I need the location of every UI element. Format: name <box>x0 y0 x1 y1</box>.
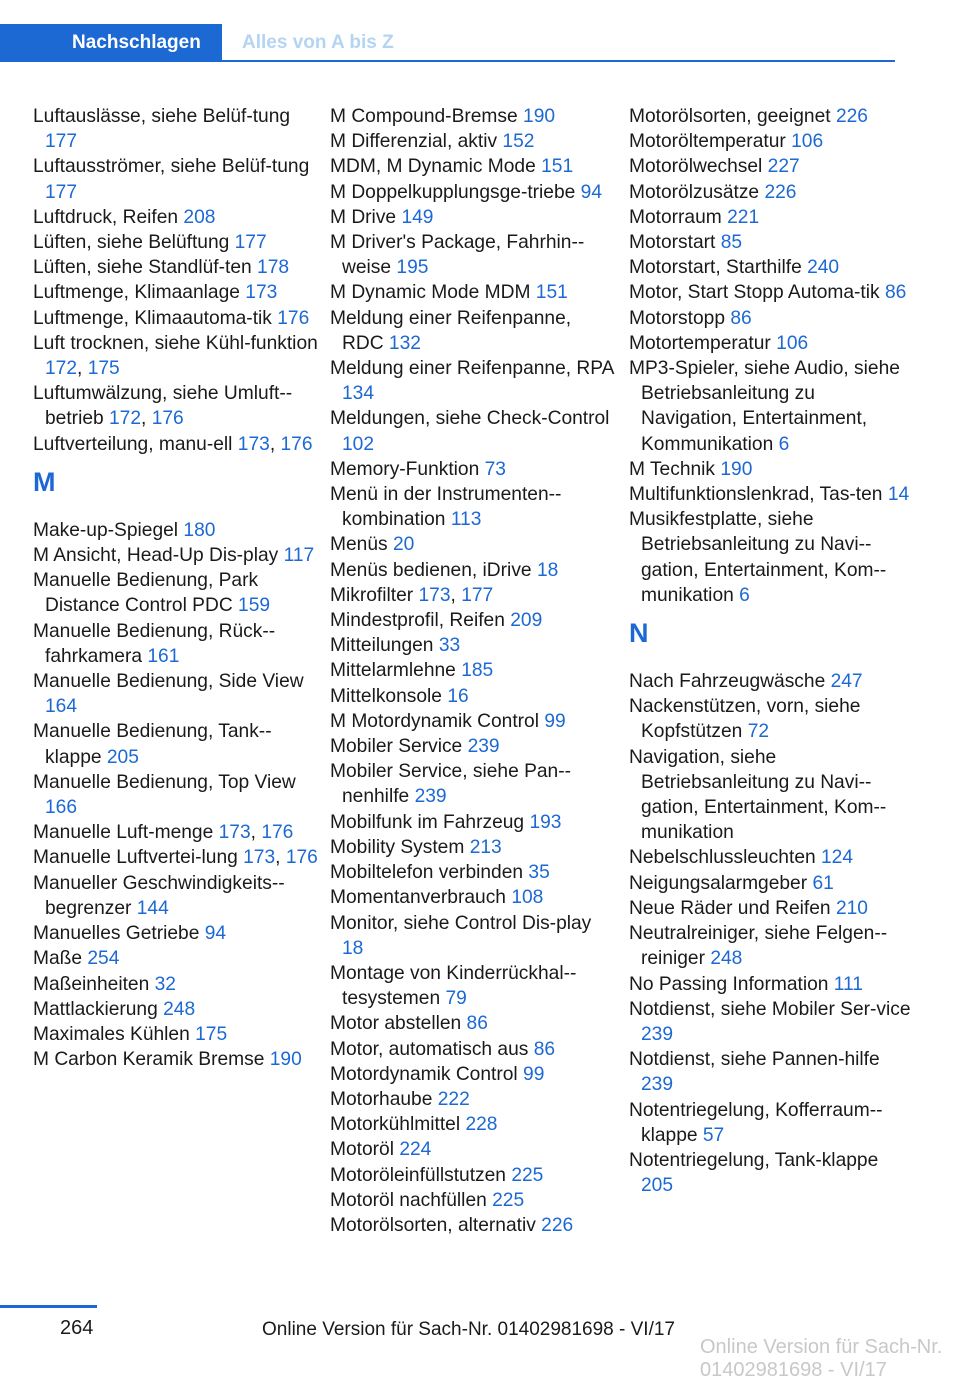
index-term: Manuelle Luftvertei-lung <box>33 847 238 869</box>
index-entry <box>330 104 615 129</box>
page-reference-link[interactable]: 226 <box>764 181 797 203</box>
index-entry <box>330 759 615 809</box>
index-term: Montage von Kinderrückhal-tesystemen <box>330 962 577 1010</box>
index-term: Meldung einer Reifenpanne, RDC <box>330 307 572 354</box>
page-reference-link[interactable]: 86 <box>533 1038 556 1060</box>
index-term: Motoröltemperatur <box>629 131 786 153</box>
index-term: Menü in der Instrumenten-kombination <box>330 484 562 531</box>
index-entry <box>33 230 318 255</box>
index-entry <box>330 129 615 154</box>
index-entry <box>330 835 615 860</box>
index-term: Motordynamik Control <box>330 1063 518 1085</box>
index-entry <box>629 1148 914 1198</box>
index-entry <box>330 684 615 709</box>
index-entry <box>33 543 318 568</box>
page-reference-link[interactable]: 176 <box>261 822 294 844</box>
index-term: Luft trocknen, siehe Kühl-funktion <box>33 332 318 354</box>
index-term: Motor, Start Stopp Automa-tik <box>629 282 880 304</box>
index-entry: Manuelle Luftvertei-lung 173, 176 <box>33 847 318 869</box>
index-entry <box>330 457 615 482</box>
page-reference-link[interactable]: 225 <box>492 1189 525 1211</box>
page-reference-link[interactable]: 144 <box>136 897 169 919</box>
page-reference-link[interactable]: 102 <box>342 433 375 455</box>
index-entry: Luftumwälzung, siehe Umluft-betrieb 172, 176 <box>33 383 293 430</box>
page-reference-link[interactable]: 175 <box>87 358 120 380</box>
page-reference-link[interactable]: 226 <box>541 1214 574 1236</box>
index-entry <box>330 1188 615 1213</box>
index-term: M Differenzial, aktiv <box>330 131 498 153</box>
page-reference-link[interactable]: 79 <box>445 988 467 1010</box>
index-term: Meldungen, siehe Check-Control <box>330 408 610 430</box>
page-reference-link[interactable]: 178 <box>257 257 290 279</box>
index-term: Motor abstellen <box>330 1013 462 1035</box>
index-term: Mattlackierung <box>33 998 158 1020</box>
index-term: Motorölzusätze <box>629 181 760 203</box>
page-reference-link[interactable]: 177 <box>45 181 78 203</box>
index-term: M Ansicht, Head-Up Dis-play <box>33 545 279 567</box>
index-term: Motorstart, Starthilfe <box>629 257 802 279</box>
index-entry <box>330 734 615 759</box>
index-entry <box>629 129 914 154</box>
index-term: Memory-Funktion <box>330 458 480 480</box>
index-term: Nackenstützen, vorn, siehe Kopfstützen <box>629 696 861 743</box>
page-reference-link[interactable]: 149 <box>401 206 434 228</box>
index-entry <box>330 482 615 532</box>
page-reference-link[interactable]: 106 <box>776 332 809 354</box>
page-reference-link[interactable]: 248 <box>163 998 196 1020</box>
index-term: Mitteilungen <box>330 635 434 657</box>
header-bar <box>0 24 895 62</box>
index-entry <box>33 568 318 618</box>
index-term: Mittelkonsole <box>330 685 442 707</box>
page-reference-link[interactable]: 86 <box>730 307 752 329</box>
index-term: Luftmenge, Klimaanlage <box>33 282 240 304</box>
index-entry: Luft trocknen, siehe Kühl-funktion 172, 175 <box>33 332 318 380</box>
section-letter: N <box>629 618 649 649</box>
index-entry <box>330 633 615 658</box>
index-term: Luftverteilung, manu-ell <box>33 433 233 455</box>
index-entry <box>629 1047 914 1097</box>
index-term: Navigation, siehe Betriebsanleitung zu Navi-gation, Entertainment, Kom-munikation <box>629 746 887 844</box>
index-term: Motoröl <box>330 1139 394 1161</box>
index-term: Notdienst, siehe Pannen-hilfe <box>629 1049 880 1071</box>
index-entry <box>629 997 914 1047</box>
index-term: MP3-Spieler, siehe Audio, siehe Betriebsanleitung zu Navigation, Entertainment, Kommunikation <box>629 358 900 455</box>
index-entry <box>629 896 914 921</box>
index-entry <box>330 608 615 633</box>
index-entry <box>629 154 914 179</box>
page-reference-link[interactable]: 20 <box>392 534 415 556</box>
index-entry <box>33 154 318 204</box>
index-entry <box>629 180 914 205</box>
index-entry <box>330 1062 615 1087</box>
index-term: Neigungsalarmgeber <box>629 872 808 894</box>
page-reference-link[interactable]: 240 <box>807 257 840 279</box>
index-term: Neue Räder und Reifen <box>629 897 831 919</box>
page-reference-link[interactable]: 172 <box>109 408 142 430</box>
index-entry <box>629 331 914 356</box>
index-term: Notentriegelung, Tank-klappe <box>629 1149 879 1171</box>
page-reference-link[interactable]: 85 <box>720 232 743 254</box>
page-reference-link[interactable]: 113 <box>450 509 482 531</box>
index-term: Menüs bedienen, iDrive <box>330 559 532 581</box>
page-reference-link[interactable]: 86 <box>884 282 907 304</box>
page-reference-link[interactable]: 175 <box>195 1023 228 1045</box>
page-reference-link[interactable]: 57 <box>702 1124 725 1146</box>
index-term: Mobiler Service <box>330 736 463 758</box>
index-term: Motorölwechsel <box>629 156 763 178</box>
page-reference-link[interactable]: 248 <box>710 948 743 970</box>
index-term: M Drive <box>330 206 397 228</box>
index-term: Motorhaube <box>330 1088 433 1110</box>
index-term: Motorstopp <box>629 307 725 329</box>
page-reference-link[interactable]: 176 <box>151 408 184 430</box>
page-reference-link[interactable]: 226 <box>835 106 868 127</box>
index-entry <box>629 205 914 230</box>
index-entry <box>330 1087 615 1112</box>
index-entry <box>330 154 615 179</box>
index-term: Manueller Geschwindigkeits-begrenzer <box>33 872 285 919</box>
index-entry <box>33 946 318 971</box>
page-reference-link[interactable]: 227 <box>767 156 800 178</box>
page-reference-link[interactable]: 205 <box>641 1175 674 1197</box>
index-term: Maßeinheiten <box>33 973 150 995</box>
page-reference-link[interactable]: 239 <box>641 1023 674 1045</box>
index-term: Manuelle Bedienung, Side View <box>33 671 304 693</box>
page-reference-link[interactable]: 73 <box>484 458 506 480</box>
page-reference-link[interactable]: 6 <box>739 584 750 606</box>
page-reference-link[interactable]: 117 <box>283 545 315 567</box>
index-entry <box>629 921 914 971</box>
index-entry <box>629 507 914 608</box>
page-reference-link[interactable]: 173 <box>237 433 270 455</box>
index-entry <box>33 280 318 305</box>
page-reference-link[interactable]: 151 <box>541 156 574 178</box>
index-term: Menüs <box>330 534 388 556</box>
index-column-1 <box>33 104 318 1072</box>
index-term: Multifunktionslenkrad, Tas-ten <box>629 484 883 506</box>
page-reference-link[interactable]: 190 <box>720 458 753 480</box>
index-entry <box>330 532 615 557</box>
page-reference-link[interactable]: 124 <box>821 847 854 869</box>
page-reference-link[interactable]: 173 <box>245 282 278 304</box>
page-reference-link[interactable]: 111 <box>833 973 863 995</box>
index-entry <box>330 356 615 406</box>
index-term: Manuelles Getriebe <box>33 923 200 945</box>
index-term: Musikfestplatte, siehe Betriebsanleitung zu Navi-gation, Entertainment, Kom-munikation <box>629 509 887 606</box>
page-reference-link[interactable]: 221 <box>727 206 760 228</box>
index-term: Maße <box>33 948 83 970</box>
page-reference-link[interactable]: 239 <box>414 786 447 808</box>
index-entry <box>629 104 914 129</box>
index-entry <box>33 1022 318 1047</box>
index-term: M Carbon Keramik Bremse <box>33 1049 265 1071</box>
index-entry <box>629 457 914 482</box>
index-entry <box>629 482 914 507</box>
index-term: Motorkühlmittel <box>330 1114 461 1136</box>
watermark: Online Version für Sach-Nr. 01402981698 - VI/17 <box>700 1336 943 1381</box>
tab-nachschlagen-label: Nachschlagen <box>72 32 201 53</box>
index-entry <box>330 961 615 1011</box>
page-reference-link[interactable]: 213 <box>469 836 502 858</box>
footer-divider <box>0 1305 97 1308</box>
index-entry: Mikrofilter 173, 177 <box>330 584 494 606</box>
index-entry <box>330 1037 615 1062</box>
index-term: Mobilfunk im Fahrzeug <box>330 811 525 833</box>
page-reference-link[interactable]: 134 <box>342 383 375 405</box>
tab-alles-label: Alles von A bis Z <box>242 32 394 53</box>
index-term: Notdienst, siehe Mobiler Ser-vice <box>629 998 911 1020</box>
page-reference-link[interactable]: 86 <box>466 1013 488 1035</box>
page-reference-link[interactable]: 190 <box>523 106 556 127</box>
index-term: Meldung einer Reifenpanne, RPA <box>330 358 614 380</box>
page-reference-link[interactable]: 72 <box>747 721 770 743</box>
page-reference-link[interactable]: 176 <box>280 433 313 455</box>
page-reference-link[interactable]: 94 <box>204 923 227 945</box>
page-reference-link[interactable]: 164 <box>45 696 78 718</box>
index-entry <box>33 972 318 997</box>
index-term: Luftauslässe, siehe Belüf-tung <box>33 106 291 127</box>
index-entry <box>330 1163 615 1188</box>
index-entry <box>33 770 318 820</box>
index-term: Motoröleinfüllstutzen <box>330 1164 506 1186</box>
page-reference-link[interactable]: 159 <box>238 595 271 617</box>
index-entry: Luftverteilung, manu-ell 173, 176 <box>33 433 313 455</box>
page-reference-link[interactable]: 185 <box>461 660 494 682</box>
page-reference-link[interactable]: 33 <box>438 635 461 657</box>
index-term: Luftumwälzung, siehe Umluft-betrieb <box>33 383 293 430</box>
index-term: Manuelle Bedienung, Park Distance Control PDC <box>33 570 259 617</box>
page-reference-link[interactable]: 239 <box>641 1074 674 1096</box>
index-entry <box>330 1213 615 1238</box>
page-reference-link[interactable]: 14 <box>887 484 910 506</box>
index-term: MDM, M Dynamic Mode <box>330 156 536 178</box>
index-term: Make-up-Spiegel <box>33 519 179 541</box>
page-reference-link[interactable]: 32 <box>154 973 176 995</box>
tab-alles-von-a-bis-z[interactable] <box>222 24 895 62</box>
index-term: Notentriegelung, Kofferraum-klappe <box>629 1099 883 1146</box>
index-term: Motortemperatur <box>629 332 771 354</box>
page-reference-link[interactable]: 177 <box>461 584 494 606</box>
index-entry <box>330 885 615 910</box>
index-entry <box>330 810 615 835</box>
index-column-2 <box>330 104 615 1238</box>
index-entry <box>629 694 914 744</box>
page-reference-link[interactable]: 161 <box>147 645 180 667</box>
page-reference-link[interactable]: 94 <box>580 181 603 203</box>
index-term: Luftdruck, Reifen <box>33 206 179 228</box>
index-entry <box>330 1011 615 1036</box>
page-reference-link[interactable]: 254 <box>87 948 120 970</box>
page-reference-link[interactable]: 173 <box>418 584 451 606</box>
index-entry <box>33 104 318 154</box>
index-term: Nach Fahrzeugwäsche <box>629 671 826 693</box>
page-reference-link[interactable]: 209 <box>510 610 543 632</box>
page-reference-link[interactable]: 224 <box>399 1139 432 1161</box>
index-term: Maximales Kühlen <box>33 1023 190 1045</box>
index-entry <box>629 1098 914 1148</box>
index-entry <box>330 180 615 205</box>
index-term: Mobiler Service, siehe Pan-nenhilfe <box>330 761 572 808</box>
index-term: Manuelle Bedienung, Tank-klappe <box>33 721 272 768</box>
index-term: Motorölsorten, geeignet <box>629 106 831 127</box>
online-version-note: Online Version für Sach-Nr. 01402981698 - VI/17 <box>262 1319 675 1340</box>
index-entry <box>629 669 914 694</box>
index-term: Mindestprofil, Reifen <box>330 610 505 632</box>
index-term: Nebelschlussleuchten <box>629 847 816 869</box>
page-reference-link[interactable]: 177 <box>45 131 78 153</box>
index-entry <box>33 921 318 946</box>
index-entry <box>629 356 914 457</box>
page-reference-link[interactable]: 176 <box>277 307 310 329</box>
index-entry <box>629 255 914 280</box>
index-entry <box>33 518 318 543</box>
index-entry <box>330 205 615 230</box>
page-reference-link[interactable]: 225 <box>511 1164 544 1186</box>
tab-nachschlagen[interactable] <box>0 24 222 62</box>
index-term: Mittelarmlehne <box>330 660 456 682</box>
index-entry <box>330 911 615 961</box>
index-term: Mikrofilter <box>330 584 414 606</box>
page-reference-link[interactable]: 222 <box>437 1088 470 1110</box>
index-entry <box>629 871 914 896</box>
page-reference-link[interactable]: 210 <box>835 897 868 919</box>
page-number: 264 <box>60 1317 94 1339</box>
index-term: Neutralreiniger, siehe Felgen-reiniger <box>629 923 888 970</box>
page-reference-link[interactable]: 205 <box>106 746 139 768</box>
index-term: No Passing Information <box>629 973 829 995</box>
page-reference-link[interactable]: 99 <box>523 1063 545 1085</box>
index-term: Motor, automatisch aus <box>330 1038 529 1060</box>
page-reference-link[interactable]: 173 <box>243 847 276 869</box>
page-reference-link[interactable]: 106 <box>791 131 824 153</box>
index-term: Lüften, siehe Standlüf-ten <box>33 257 252 279</box>
index-term: M Doppelkupplungsge-triebe <box>330 181 576 203</box>
page-reference-link[interactable]: 193 <box>529 811 562 833</box>
index-term: Manuelle Bedienung, Rück-fahrkamera <box>33 620 276 667</box>
index-entry <box>330 658 615 683</box>
index-term: Manuelle Luft-menge <box>33 822 214 844</box>
index-term: M Motordynamik Control <box>330 710 539 732</box>
page-reference-link[interactable]: 35 <box>528 862 550 884</box>
index-term: Luftmenge, Klimaautoma-tik <box>33 307 272 329</box>
index-entry <box>33 306 318 331</box>
page-reference-link[interactable]: 172 <box>45 358 78 380</box>
index-term: Lüften, siehe Belüftung <box>33 232 230 254</box>
index-entry <box>33 619 318 669</box>
index-term: Motorraum <box>629 206 722 228</box>
index-term: Motorstart <box>629 232 716 254</box>
index-entry <box>330 306 615 356</box>
index-entry: Manuelle Luft-menge 173, 176 <box>33 822 294 844</box>
page-reference-link[interactable]: 18 <box>536 559 559 581</box>
page-reference-link[interactable]: 228 <box>465 1114 498 1136</box>
index-entry <box>629 972 914 997</box>
index-term: Motorölsorten, alternativ <box>330 1214 536 1236</box>
index-entry <box>330 558 615 583</box>
index-term: Momentanverbrauch <box>330 887 506 909</box>
index-term: Mobility System <box>330 836 465 858</box>
index-column-3 <box>629 104 914 1198</box>
index-term: Manuelle Bedienung, Top View <box>33 771 296 793</box>
page-reference-link[interactable]: 195 <box>396 257 429 279</box>
page-reference-link[interactable]: 6 <box>778 433 790 455</box>
index-entry <box>33 997 318 1022</box>
page-reference-link[interactable]: 176 <box>285 847 318 869</box>
index-entry <box>33 255 318 280</box>
index-term: M Technik <box>629 458 716 480</box>
index-entry <box>33 1047 318 1072</box>
index-term: Monitor, siehe Control Dis-play <box>330 912 592 934</box>
index-term: M Dynamic Mode MDM <box>330 282 531 304</box>
index-entry <box>33 871 318 921</box>
index-entry <box>629 845 914 870</box>
page-reference-link[interactable]: 151 <box>535 282 568 304</box>
index-entry <box>330 230 615 280</box>
page-reference-link[interactable]: 166 <box>45 797 78 819</box>
page-reference-link[interactable]: 16 <box>447 685 469 707</box>
index-entry <box>330 709 615 734</box>
index-entry <box>629 745 914 846</box>
page-reference-link[interactable]: 190 <box>269 1049 302 1071</box>
page-reference-link[interactable]: 173 <box>218 822 251 844</box>
index-entry <box>33 205 318 230</box>
page-reference-link[interactable]: 180 <box>183 519 216 541</box>
index-entry <box>629 280 914 305</box>
index-entry <box>330 406 615 456</box>
index-entry <box>33 669 318 719</box>
page-reference-link[interactable]: 108 <box>511 887 544 909</box>
index-term: M Driver's Package, Fahrhin-weise <box>330 232 585 279</box>
index-term: Motoröl nachfüllen <box>330 1189 487 1211</box>
index-entry <box>330 1112 615 1137</box>
index-entry <box>330 1137 615 1162</box>
page-reference-link[interactable]: 239 <box>467 736 500 758</box>
page-reference-link[interactable]: 208 <box>183 206 216 228</box>
page-reference-link[interactable]: 177 <box>234 232 267 254</box>
index-entry <box>330 280 615 305</box>
index-entry <box>330 860 615 885</box>
page-reference-link[interactable]: 61 <box>812 872 834 894</box>
section-letter: M <box>33 466 56 497</box>
index-entry <box>629 306 914 331</box>
page-reference-link[interactable]: 247 <box>830 671 863 693</box>
page-reference-link[interactable]: 132 <box>388 332 421 354</box>
index-entry <box>629 230 914 255</box>
index-term: M Compound-Bremse <box>330 106 518 127</box>
page-reference-link[interactable]: 18 <box>342 937 364 959</box>
index-entry <box>33 719 318 769</box>
index-term: Mobiltelefon verbinden <box>330 862 524 884</box>
page-reference-link[interactable]: 152 <box>502 131 535 153</box>
index-term: Luftausströmer, siehe Belüf-tung <box>33 156 310 178</box>
page-reference-link[interactable]: 99 <box>544 710 566 732</box>
